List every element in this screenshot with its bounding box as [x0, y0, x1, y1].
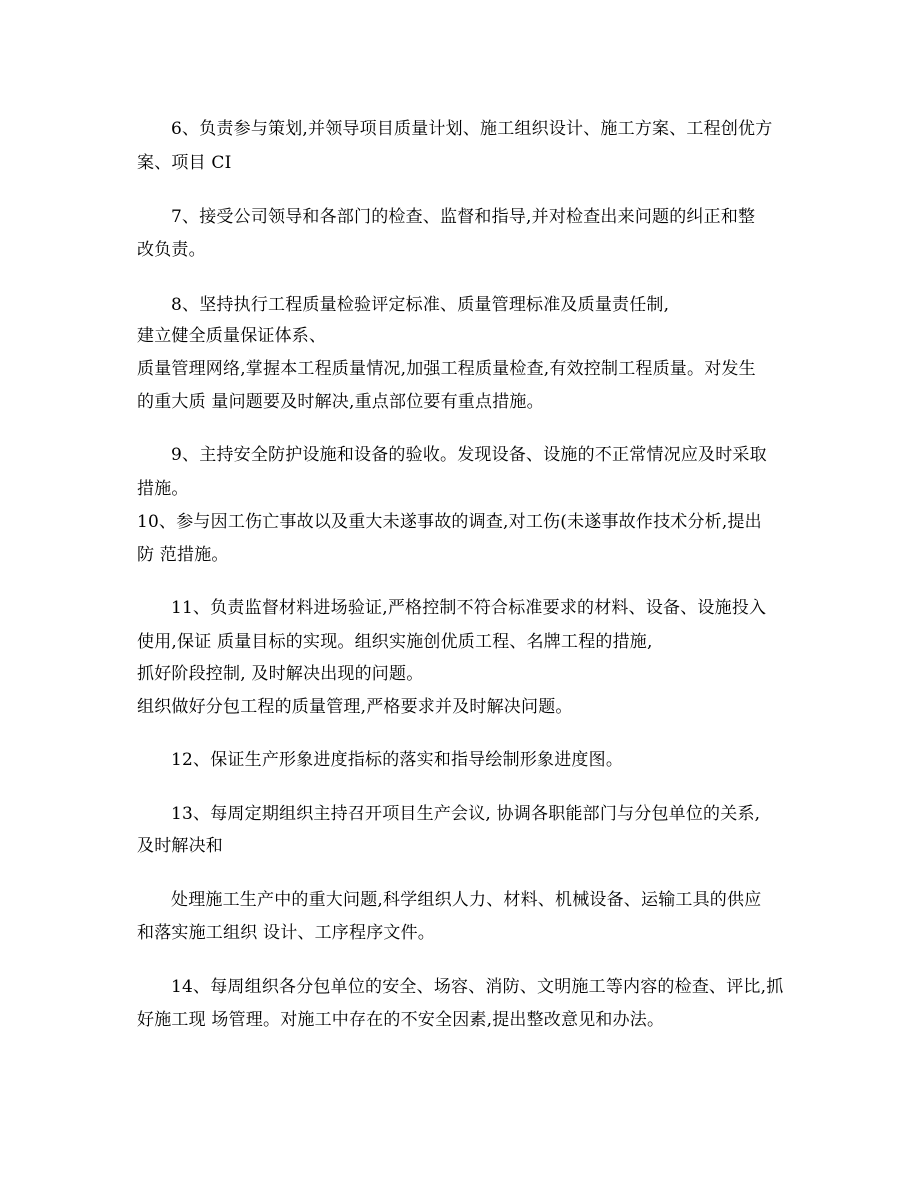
item-6-line-2: 案、项目 CI: [137, 153, 232, 173]
item-10-line-2: 防 范措施。: [137, 545, 229, 565]
item-11-line-3: 抓好阶段控制, 及时解决出现的问题。: [137, 664, 424, 684]
item-11-line-2: 使用,保证 质量目标的实现。组织实施创优质工程、名牌工程的措施,: [137, 632, 653, 652]
item-10-line-1: 10、参与因工伤亡事故以及重大未遂事故的调查,对工伤(未遂事故作技术分析,提出: [137, 512, 762, 532]
item-9-line-1: 9、主持安全防护设施和设备的验收。发现设备、设施的不正常情况应及时采取: [171, 445, 767, 465]
item-6-line-1: 6、负责参与策划,并领导项目质量计划、施工组织设计、施工方案、工程创优方: [171, 119, 773, 139]
item-13-line-2: 及时解决和: [137, 836, 223, 856]
item-8-line-4: 的重大质 量问题要及时解决,重点部位要有重点措施。: [137, 392, 544, 412]
item-8-line-3: 质量管理网络,掌握本工程质量情况,加强工程质量检查,有效控制工程质量。对发生: [137, 359, 756, 379]
item-9-line-2: 措施。: [137, 479, 189, 499]
item-7-line-2: 改负责。: [137, 240, 206, 260]
item-13-line-3: 处理施工生产中的重大问题,科学组织人力、材料、机械设备、运输工具的供应: [171, 890, 762, 910]
item-13-line-4: 和落实施工组织 设计、工序程序文件。: [137, 923, 436, 943]
item-7-line-1: 7、接受公司领导和各部门的检查、监督和指导,并对检查出来问题的纠正和整: [171, 207, 756, 227]
item-12-line-1: 12、保证生产形象进度指标的落实和指导绘制形象进度图。: [171, 750, 624, 770]
item-14-line-1: 14、每周组织各分包单位的安全、场容、消防、文明施工等内容的检查、评比,抓: [171, 977, 784, 997]
item-14-line-2: 好施工现 场管理。对施工中存在的不安全因素,提出整改意见和办法。: [137, 1010, 665, 1030]
item-8-line-2: 建立健全质量保证体系、: [137, 326, 327, 346]
item-13-line-1: 13、每周定期组织主持召开项目生产会议, 协调各职能部门与分包单位的关系,: [171, 804, 761, 824]
item-8-line-1: 8、坚持执行工程质量检验评定标准、质量管理标准及质量责任制,: [171, 295, 670, 315]
item-11-line-4: 组织做好分包工程的质量管理,严格要求并及时解决问题。: [137, 697, 573, 717]
item-11-line-1: 11、负责监督材料进场验证,严格控制不符合标准要求的材料、设备、设施投入: [171, 598, 767, 618]
